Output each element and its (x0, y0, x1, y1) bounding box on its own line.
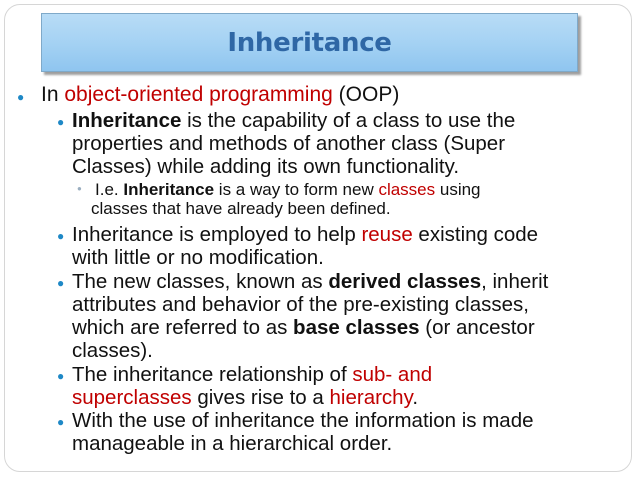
bullet-text: I.e. (95, 180, 124, 199)
bullet-text: existing code (412, 223, 539, 246)
highlight-oop: object-oriented programming (64, 83, 333, 106)
bullet-text: Inheritance is employed to help (72, 223, 362, 246)
bullet-text: . (412, 386, 419, 409)
bullet-text: The new classes, known as (72, 270, 329, 293)
bullet-text: (or ancestor (419, 316, 535, 339)
bullet-text: (OOP) (332, 83, 400, 106)
bold-term: derived classes (328, 270, 482, 293)
bullet-capability-line2: properties and methods of another class (Super (72, 132, 506, 155)
bullet-text: which are referred to as (72, 316, 294, 339)
bullet-icon: ● (57, 229, 65, 243)
bullet-derived-line3 (72, 317, 535, 339)
bullet-capability-line3: Classes) while adding its own functionality. (72, 155, 460, 178)
bullet-text: , inherit (481, 270, 549, 293)
bullet-icon: ● (17, 90, 25, 104)
bullet-manageable-line1: With the use of inheritance the information is made (72, 409, 534, 432)
bold-term: Inheritance (123, 180, 215, 199)
bullet-oop (41, 84, 399, 106)
bullet-reuse-line2: with little or no modification. (72, 246, 324, 269)
bullet-text: In (41, 83, 65, 106)
highlight-classes: classes (378, 180, 436, 199)
bullet-derived-line2: attributes and behavior of the pre-existing classes, (72, 293, 529, 316)
highlight-reuse: reuse (361, 223, 413, 246)
title-banner (41, 13, 578, 72)
bullet-icon: ● (77, 184, 82, 193)
bullet-derived-line1 (72, 271, 548, 293)
bullet-manageable-line2: manageable in a hierarchical order. (72, 432, 393, 455)
bullet-ie-line1 (95, 180, 481, 199)
bullet-reuse-line1 (72, 224, 538, 246)
bullet-text: is a way to form new (214, 180, 379, 199)
bullet-ie-line2: classes that have already been defined. (91, 199, 391, 218)
bullet-text: using (435, 180, 481, 199)
highlight-hierarchy: hierarchy (329, 386, 413, 409)
highlight-superclasses: superclasses (72, 386, 192, 409)
bullet-derived-line4: classes). (72, 339, 153, 362)
bullet-text: gives rise to a (191, 386, 330, 409)
bold-term: Inheritance (72, 109, 182, 132)
bullet-text: is the capability of a class to use the (181, 109, 516, 132)
bold-term: base classes (293, 316, 420, 339)
bullet-hierarchy-line2 (72, 387, 418, 409)
bullet-icon: ● (57, 276, 65, 290)
bullet-capability-line1 (72, 110, 515, 132)
bullet-hierarchy-line1 (72, 364, 432, 386)
bullet-text: The inheritance relationship of (72, 363, 353, 386)
bullet-icon: ● (57, 415, 65, 429)
bullet-icon: ● (57, 115, 65, 129)
slide-title: Inheritance (227, 27, 392, 58)
highlight-sub: sub- and (352, 363, 433, 386)
bullet-icon: ● (57, 369, 65, 383)
